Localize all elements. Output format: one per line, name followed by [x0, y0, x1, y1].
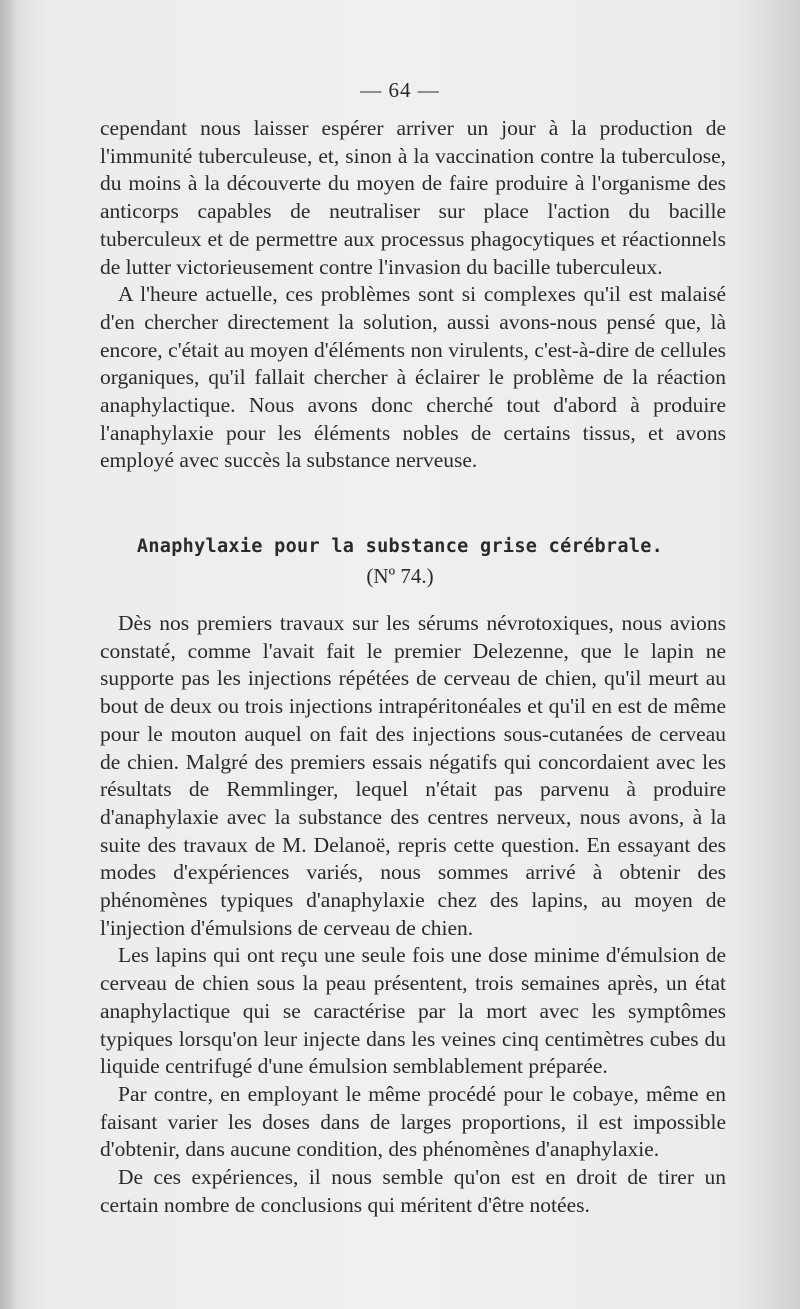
- paragraph: Dès nos premiers travaux sur les sérums névrotoxiques, nous avions constaté, comme l'avait fait le premier Delezenne, que le lapin ne supporte pas les injections répétées de cerveau de chien, qu'il meurt au bout de deux ou trois injections intrapéritonéales et qu'il en est de même pour le mouton auquel on fait des injections sous-cutanées de cerveau de chien. Malgré des premiers essais négatifs qui concordaient avec les résultats de Remmlinger, lequel n'était pas parvenu à produire d'anaphylaxie avec la substance des centres nerveux, nous avons, à la suite des travaux de M. Delanoë, repris cette question. En essayant des modes d'expériences variés, nous sommes arrivé à obtenir des phénomènes typiques d'anaphylaxie chez des lapins, au moyen de l'injection d'émulsions de cerveau de chien.: [100, 611, 726, 940]
- paragraph: De ces expériences, il nous semble qu'on est en droit de tirer un certain nombre de conclusions qui méritent d'être notées.: [100, 1165, 726, 1217]
- text-block-top: [100, 115, 726, 475]
- section-number: (Nº 74.): [366, 564, 434, 588]
- page-number: — 64 —: [360, 78, 440, 102]
- page-binding-shadow: [0, 0, 18, 1309]
- paragraph: cependant nous laisser espérer arriver un jour à la production de l'immunité tuberculeuse, et, sinon à la vaccination contre la tuberculose, du moins à la découverte du moyen de faire produire à l'organisme des anticorps capables de neutraliser sur place l'action du bacille tuberculeux et de permettre aux processus phagocytiques et réactionnels de lutter victorieusement contre l'invasion du bacille tuberculeux.: [100, 116, 726, 279]
- section-heading: Anaphylaxie pour la substance grise cérébrale.: [136, 536, 664, 557]
- paragraph: Les lapins qui ont reçu une seule fois une dose minime d'émulsion de cerveau de chien sous la peau présentent, trois semaines après, un état anaphylactique qui se caractérise par la mort avec les symptômes typiques lorsqu'on leur injecte dans les veines cinq centimètres cubes du liquide centrifugé d'une émulsion semblablement préparée.: [100, 943, 726, 1079]
- paragraph: Par contre, en employant le même procédé pour le cobaye, même en faisant varier les doses dans de larges proportions, il est impossible d'obtenir, dans aucune condition, des phénomènes d'anaphylaxie.: [100, 1081, 726, 1162]
- paragraph: A l'heure actuelle, ces problèmes sont si complexes qu'il est malaisé d'en chercher directement la solution, aussi avons-nous pensé que, là encore, c'était au moyen d'éléments non virulents, c'est-à-dire de cellules organiques, qu'il fallait chercher à éclairer le problème de la réaction anaphylactique. Nous avons donc cherché tout d'abord à produire l'anaphylaxie pour les éléments nobles de certains tissus, et avons employé avec succès la substance nerveuse.: [100, 282, 726, 473]
- text-block-bottom: [100, 610, 726, 1219]
